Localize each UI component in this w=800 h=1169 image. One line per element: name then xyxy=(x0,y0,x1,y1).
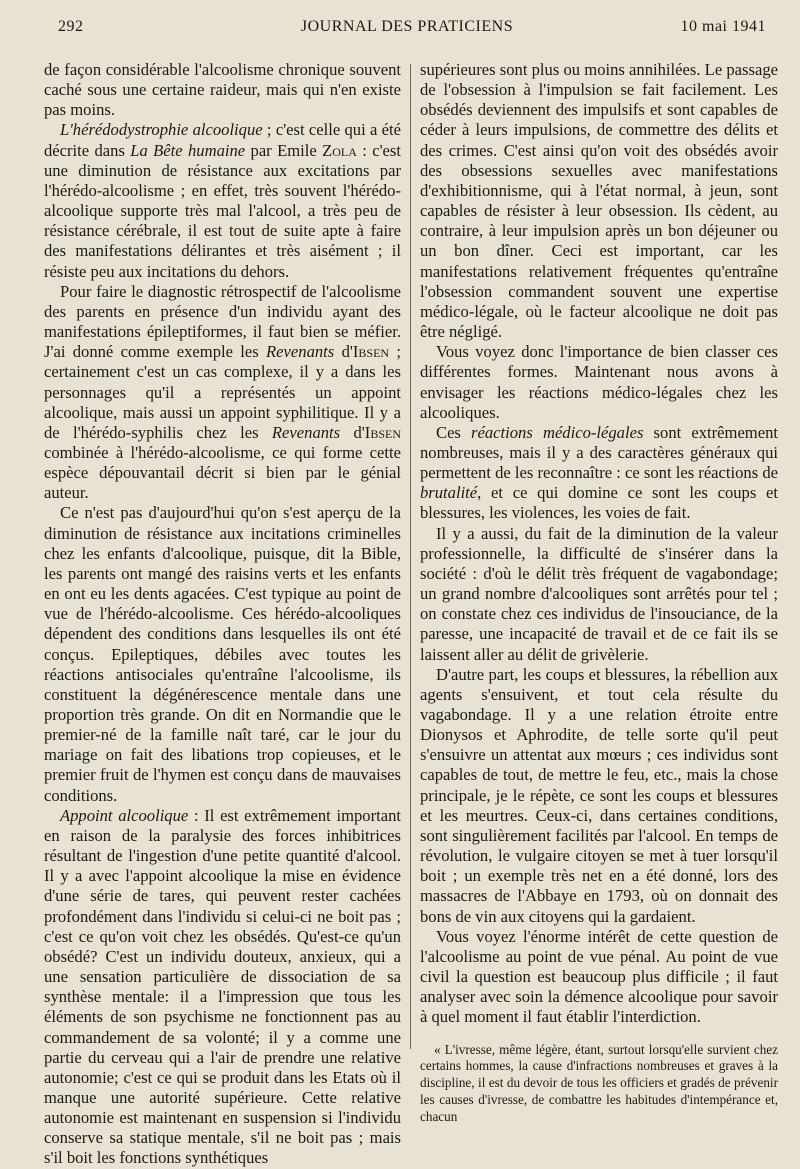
running-header xyxy=(48,18,766,42)
block-quote xyxy=(420,1042,778,1126)
paragraph: Appoint alcoolique : Il est extrêmement important en raison de la paralysie des forces inhibitrices résultant de l'ingestion d'une petite quantité d'alcool. Il y a avec l'appoint alcoolique la mise en évidence d'une série de tares, qui peuvent rester cachées profondément dans l'individu si celui-ci ne boit pas ; c'est ce qu'on voit chez les obsédés. Qu'est-ce qu'un obsédé? C'est un individu douteux, anxieux, qui a une sensation particulière de dissociation de sa synthèse mentale: il a l'impression que tous les éléments de son psychisme ne fonctionnent pas au commandement de sa volonté; il y a comme une partie du cerveau qui a l'air de prendre une relative autonomie; c'est ce qui se produit dans les Etats où il manque une autorité supérieure. Cette relative autonomie est maintenant en suspension si l'individu conserve sa statique mentale, s'il ne boit pas ; mais s'il boit les fonctions synthétiques xyxy=(44,805,401,1168)
paragraph: Ce n'est pas d'aujourd'hui qu'on s'est aperçu de la diminution de résistance aux incitations criminelles chez les enfants d'alcoolique, puisque, dit la Bible, les parents ont mangé des raisins verts et les enfants en ont eu les dents agacées. C'est typique au point de vue de l'hérédo-alcoolisme. Ces hérédo-alcooliques dépendent des conditions dans lesquelles ils ont été conçus. Epileptiques, débiles avec toutes les réactions antisociales qu'entraîne l'alcoolisme, ils constituent la dégénérescence mentale dans une proportion très grande. On dit en Normandie que le premier-né de la famille naît taré, car le jour du mariage on fait des libations trop copieuses, et le premier fruit de l'hymen est conçu dans de mauvaises conditions. xyxy=(44,503,401,805)
paragraph: de façon considérable l'alcoolisme chronique souvent caché sous une certaine raideur, mais qui n'en existe pas moins. xyxy=(44,60,401,120)
paragraph: Pour faire le diagnostic rétrospectif de l'alcoolisme des parents en présence d'un individu ayant des manifestations épileptiformes, il faut bien se méfier. J'ai donné comme exemple les Revenants d'Ibsen ; certainement c'est un cas complexe, il y a dans les personnages qu'il a représentés un appoint alcoolique, mais aussi un appoint syphilitique. Il y a de l'hérédo-syphilis chez les Revenants d'Ibsen combinée à l'hérédo-alcoolisme, ce qui forme cette espèce dépouvantail décrit si bien par le génial auteur. xyxy=(44,281,401,503)
paragraph: D'autre part, les coups et blessures, la rébellion aux agents s'ensuivent, et tout cela résulte du vagabondage. Il y a une relation étroite entre Dionysos et Aphrodite, de telle sorte qu'il peut s'ensuivre un attentat aux mœurs ; ces individus sont capables de tout, de mettre le feu, etc., mais la chose principale, je le répète, ce sont les coups et blessures et les meurtres. Ceux-ci, dans certaines conditions, sont singulièrement facilités par l'alcool. En temps de révolution, le vulgaire citoyen se met à tuer lorsqu'il boit ; un exemple très net en a été donné, lors des massacres de l'Abbaye en 1793, où on donnait des bons de vin aux citoyens qui la gardaient. xyxy=(420,664,778,926)
author-name: Ibsen xyxy=(364,422,401,442)
quote-text: « L'ivresse, même légère, étant, surtout lorsqu'elle survient chez certains hommes, la cause d'infractions nombreuses et graves à la discipline, il est du devoir de tous les officiers et gradés de prévenir les causes d'ivresse, de combattre les habitudes d'intempérance et, chacun xyxy=(420,1041,778,1124)
emphasis: brutalité xyxy=(420,483,478,503)
book-title: Revenants xyxy=(266,342,335,362)
column-divider xyxy=(410,64,411,1049)
section-term: réactions médico-légales xyxy=(471,422,644,442)
section-term: Appoint alcoolique xyxy=(60,805,189,825)
issue-date: 10 mai 1941 xyxy=(680,18,766,35)
left-column xyxy=(44,60,401,1169)
journal-title: JOURNAL DES PRATICIENS xyxy=(300,18,514,35)
paragraph: L'hérédodystrophie alcoolique ; c'est celle qui a été décrite dans La Bête humaine par Emile Zola : c'est une diminution de résistance aux excitations par l'hérédo-alcoolisme ; en effet, très souvent l'hérédo-alcoolique supporte très mal l'alcool, a très peu de résistance cérébrale, il est tout de suite apte à faire des manifestations délirantes et très aisément ; il résiste peu aux incitations du dehors. xyxy=(44,120,401,281)
paragraph: Vous voyez donc l'importance de bien classer ces différentes formes. Maintenant nous avons à envisager les réactions médico-légales chez les alcooliques. xyxy=(420,342,778,422)
paragraph: supérieures sont plus ou moins annihilées. Le passage de l'obsession à l'impulsion se fait facilement. Les obsédés deviennent des impulsifs et sont capables de céder à leurs impulsions, de commettre des délits et des crimes. C'est ainsi qu'on voit des obsédés avoir des obsessions sexuelles avec manifestations d'exhibitionnisme, qui à l'état normal, à jeun, sont capables de résister à leur obsession. Ils cèdent, au contraire, à leur impulsion après un bon déjeuner ou un bon dîner. Ceci est important, car les manifestations relativement fréquentes qu'entraîne l'obsession commandent souvent une expertise médico-légale, où le facteur alcoolique ne doit pas être négligé. xyxy=(420,60,778,342)
right-column xyxy=(420,60,778,1125)
book-title: Revenants xyxy=(271,422,341,442)
page-number: 292 xyxy=(58,18,84,35)
section-term: L'hérédodystrophie alcoolique xyxy=(60,120,263,140)
author-name: Ibsen xyxy=(352,342,390,362)
book-title: La Bête humaine xyxy=(130,140,246,160)
author-name: Zola xyxy=(322,140,357,160)
paragraph: Vous voyez l'énorme intérêt de cette question de l'alcoolisme au point de vue pénal. Au point de vue civil la question est beaucoup plus difficile ; il faut analyser avec soin la démence alcoolique pour savoir à quel moment il faut établir l'interdiction. xyxy=(420,926,778,1027)
paragraph: Ces réactions médico-légales sont extrêmement nombreuses, mais il y a des caractères généraux qui permettent de les reconnaître : ce sont les réactions de brutalité, et ce qui domine ce sont les coups et blessures, les violences, les voies de fait. xyxy=(420,422,778,523)
paragraph: Il y a aussi, du fait de la diminution de la valeur professionnelle, la difficulté de s'insérer dans la société : d'où le délit très fréquent de vagabondage; un grand nombre d'alcooliques sont arrêtés pour tel ; on constate chez ces individus de l'insouciance, de la paresse, une incapacité de travail et de ce fait ils se laissent aller au délit de grivèlerie. xyxy=(420,523,778,664)
